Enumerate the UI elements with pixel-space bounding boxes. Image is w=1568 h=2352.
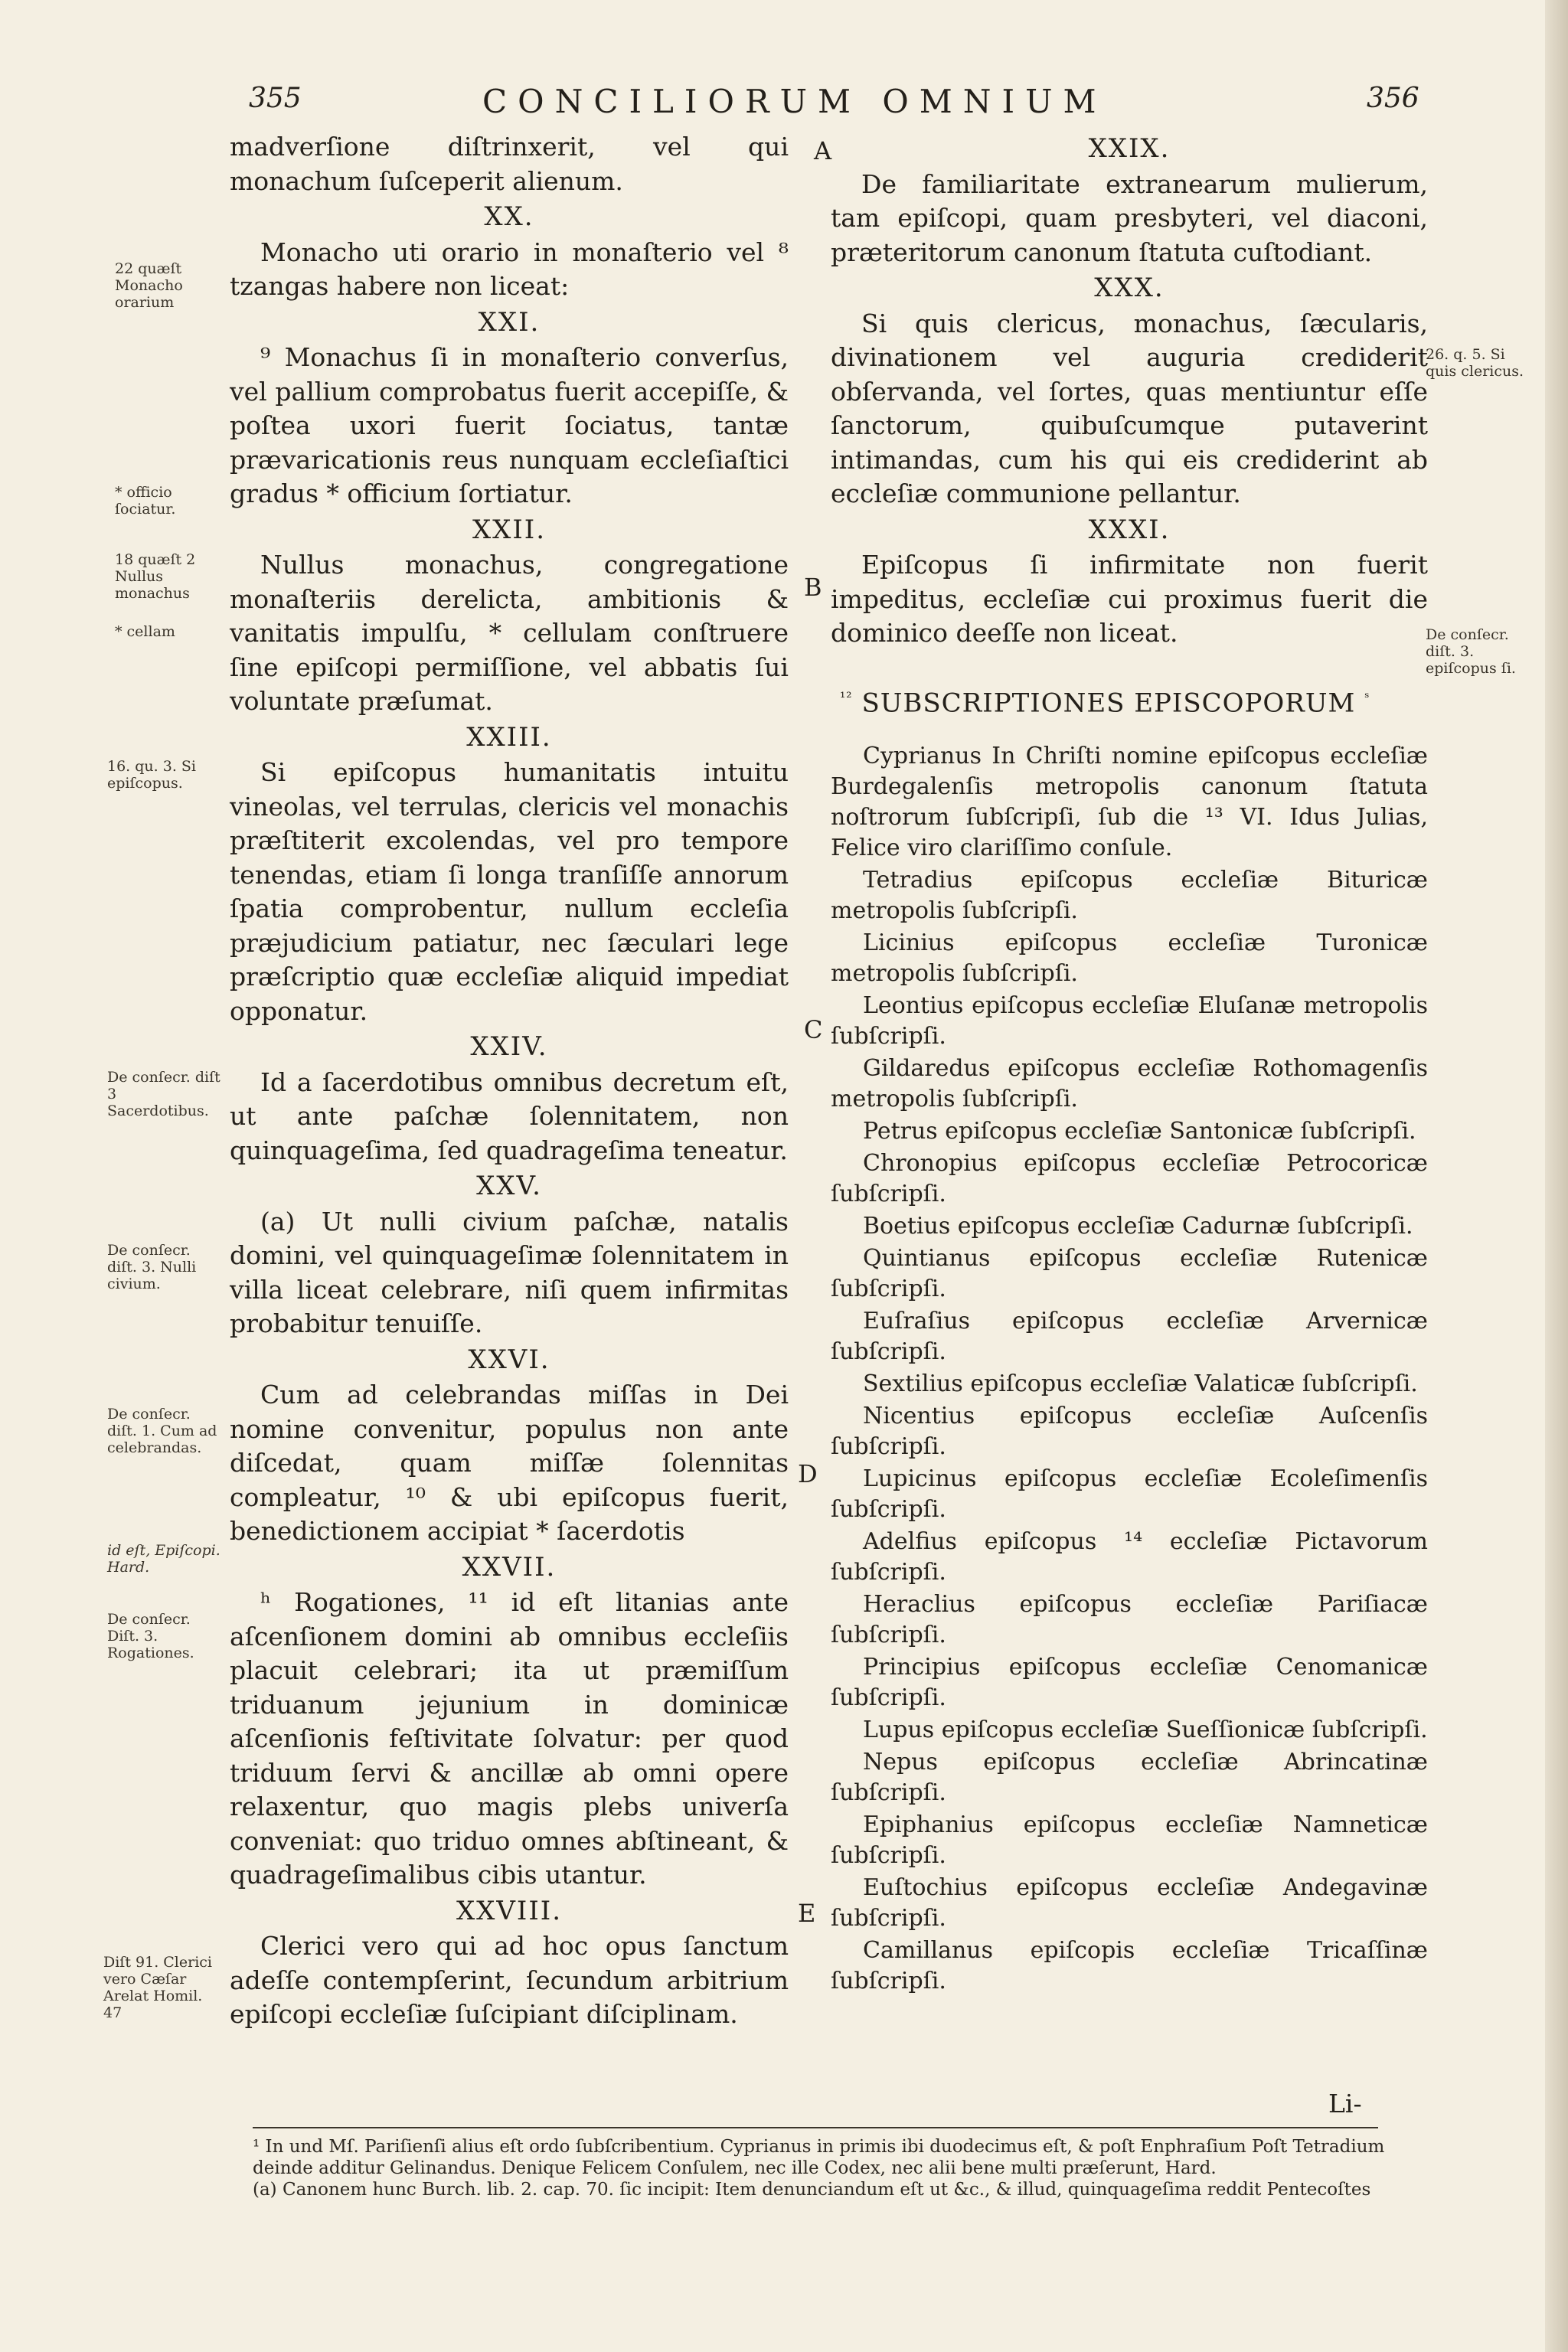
canon-heading-21: XXI.	[478, 306, 541, 338]
subscription-entry: Licinius epiſcopus eccleſiæ Turonicæ metropolis ſubſcripſi.	[831, 929, 1428, 988]
subscription-entry: Tetradius epiſcopus eccleſiæ Bituricæ metropolis ſubſcripſi.	[831, 867, 1428, 925]
page-number-right: 356	[1367, 83, 1419, 114]
canon-28-text: Clerici vero qui ad hoc opus ſanctum adeſſe contempſerint, ſecundum arbitrium epiſcopi eccleſiæ ſuſcipiant diſciplinam.	[230, 1931, 789, 2029]
margin-note: * officio ſociatur.	[115, 484, 176, 518]
canon-heading-27: XXVII.	[462, 1551, 557, 1583]
canon-20-text: Monacho uti orario in monaſterio vel ⁸ tzangas habere non liceat:	[230, 237, 789, 301]
subscription-entry: Cyprianus In Chriſti nomine epiſcopus eccleſiæ Burdegalenſis metropolis canonum ſtatuta noſtrorum ſubſcripſi, ſub die ¹³ VI. Idus Julias, Felice viro clariſſimo conſule.	[831, 743, 1428, 862]
section-letter-d: D	[798, 1459, 818, 1488]
subscriptions-heading	[831, 681, 1428, 720]
left-column	[230, 130, 789, 2032]
subscriptions-list	[831, 741, 1428, 1997]
canon-heading-30: XXX.	[1094, 273, 1165, 303]
running-header	[0, 83, 1568, 129]
subscription-entry: Boetius epiſcopus eccleſiæ Cadurnæ ſubſcripſi.	[863, 1213, 1413, 1240]
canon-26-text: Cum ad celebrandas miſſas in Dei nomine convenitur, populus non ante diſcedat, quam miſſæ ſolennitas compleatur, ¹⁰ & ubi epiſcopus fuerit, benedictionem accipiat * ſacerdotis	[230, 1380, 789, 1546]
margin-note: De conſecr. diſt. 3. Nulli civium.	[107, 1242, 197, 1292]
margin-note: De conſecr. diſt 3 Sacerdotibus.	[107, 1069, 220, 1119]
canon-heading-28: XXVIII.	[456, 1895, 563, 1926]
subscription-entry: Principius epiſcopus eccleſiæ Cenomanicæ ſubſcripſi.	[831, 1654, 1428, 1712]
canon-29-text: De familiaritate extranearum mulierum, tam epiſcopi, quam presbyteri, vel diaconi, præteritorum canonum ſtatuta cuſtodiant.	[831, 168, 1428, 267]
canon-heading-22: XXII.	[472, 514, 547, 545]
subscription-entry: Gildaredus epiſcopus eccleſiæ Rothomagenſis metropolis ſubſcripſi.	[831, 1055, 1428, 1113]
subscriptions-title: SUBSCRIPTIONES EPISCOPORUM	[861, 687, 1356, 718]
section-letter-a: A	[814, 136, 832, 165]
section-letter-e: E	[798, 1899, 816, 1928]
margin-note: * cellam	[115, 623, 175, 640]
margin-note: De conſecr. diſt. 3. epiſcopus ſi.	[1426, 626, 1516, 677]
right-column	[831, 130, 1428, 1998]
canon-heading-31: XXXI.	[1088, 514, 1171, 545]
subscriptions-note-mark-2: ˢ	[1364, 689, 1370, 706]
subscription-entry: Leontius epiſcopus eccleſiæ Eluſanæ metropolis ſubſcripſi.	[831, 992, 1428, 1050]
subscription-entry: Euſraſius epiſcopus eccleſiæ Arvernicæ ſubſcripſi.	[831, 1308, 1428, 1366]
canon-24-text: Id a ſacerdotibus omnibus decretum eſt, ut ante paſchæ ſolennitatem, non quinquageſima, ſed quadrageſima teneatur.	[230, 1067, 789, 1165]
canon-30-text: Si quis clericus, monachus, ſæcularis, divinationem vel auguria crediderit obſervanda, vel ſortes, quas mentiuntur eſſe ſanctorum, quibuſcumque putaverint intimandas, cum his qui eis crediderint ab eccleſiæ communione pellantur.	[831, 308, 1428, 508]
section-letter-b: B	[804, 573, 822, 602]
subscription-entry: Euſtochius epiſcopus eccleſiæ Andegavinæ ſubſcripſi.	[831, 1874, 1428, 1932]
margin-note: De conſecr. Diſt. 3. Rogationes.	[107, 1611, 194, 1661]
margin-note: 22 quæſt Monacho orarium	[115, 260, 183, 311]
canon-21-text: ⁹ Monachus ſi in monaſterio converſus, vel pallium comprobatus fuerit accepiſſe, & poſtea uxori fuerit ſociatus, tantæ prævaricationis reus nunquam eccleſiaſtici gradus * officium ſortiatur.	[230, 342, 789, 508]
canon-heading-26: XXVI.	[468, 1344, 550, 1375]
footnote: (a) Canonem hunc Burch. lib. 2. cap. 70. ſic incipit: Item denunciandum eſt ut &c., & illud, quinquageſima reddit Pentecoſtes	[253, 2180, 1371, 2200]
subscription-entry: Nicentius epiſcopus eccleſiæ Auſcenſis ſubſcripſi.	[831, 1403, 1428, 1461]
canon-19-end: madverſione diſtrinxerit, vel qui monachum ſuſceperit alienum.	[230, 132, 789, 196]
subscription-entry: Epiphanius epiſcopus eccleſiæ Namneticæ ſubſcripſi.	[831, 1811, 1428, 1870]
canon-heading-29: XXIX.	[1088, 133, 1171, 164]
subscription-entry: Petrus epiſcopus eccleſiæ Santonicæ ſubſcripſi.	[863, 1118, 1416, 1145]
footnotes	[253, 2136, 1409, 2200]
subscription-entry: Camillanus epiſcopis eccleſiæ Tricaſſinæ ſubſcripſi.	[831, 1937, 1428, 1995]
section-letter-c: C	[804, 1015, 823, 1044]
canon-25-text: (a) Ut nulli civium paſchæ, natalis domini, vel quinquageſimæ ſolennitatem in villa liceat celebrare, niſi quem infirmitas probabitur tenuiſſe.	[230, 1206, 789, 1338]
margin-note: 16. qu. 3. Si epiſcopus.	[107, 758, 196, 792]
margin-note: id eſt, Epiſcopi. Hard.	[107, 1542, 220, 1576]
subscription-entry: Nepus epiſcopus eccleſiæ Abrincatinæ ſubſcripſi.	[831, 1749, 1428, 1807]
page-edge	[1545, 0, 1568, 2352]
margin-note: De conſecr. diſt. 1. Cum ad celebrandas.	[107, 1406, 217, 1456]
subscription-entry: Chronopius epiſcopus eccleſiæ Petrocoricæ ſubſcripſi.	[831, 1150, 1428, 1208]
subscription-entry: Adelfius epiſcopus ¹⁴ eccleſiæ Pictavorum ſubſcripſi.	[831, 1528, 1428, 1586]
canon-31-text: Epiſcopus ſi infirmitate non fuerit impeditus, eccleſiæ cui proximus fuerit die dominico deeſſe non liceat.	[831, 550, 1428, 648]
canon-heading-24: XXIV.	[470, 1031, 548, 1062]
canon-27-text: ʰ Rogationes, ¹¹ id eſt litanias ante aſcenſionem domini ab omnibus eccleſiis placuit celebrari; ita ut præmiſſum triduanum jejunium in dominicæ aſcenſionis feſtivitate ſolvatur: per quod triduum ſervi & ancillæ ab omni opere relaxentur, quo magis plebs univerſa conveniat: quo triduo omnes abſtineant, & quadrageſimalibus cibis utantur.	[230, 1587, 789, 1890]
subscription-entry: Lupus epiſcopus eccleſiæ Sueſſionicæ ſubſcripſi.	[863, 1717, 1428, 1744]
catchword: Li-	[1328, 2089, 1362, 2118]
margin-note: 26. q. 5. Si quis clericus.	[1426, 346, 1524, 380]
canon-22-text: Nullus monachus, congregatione monaſteriis derelicta, ambitionis & vanitatis impulſu, * cellulam conſtruere ſine epiſcopi permiſſione, vel abbatis ſui voluntate præſumat.	[230, 550, 789, 716]
footnote: ¹ In und Mſ. Pariſienſi alius eſt ordo ſubſcribentium. Cyprianus in primis ibi duodecimus eſt, & poſt Enphraſium Poſt Tetradium deinde additur Gelinandus. Denique Felicem Conſulem, nec ille Codex, nec alii bene multi præſerunt, Hard.	[253, 2137, 1385, 2178]
page-number-left: 355	[249, 83, 302, 114]
canon-heading-25: XXV.	[476, 1171, 542, 1201]
running-title: CONCILIORUM OMNIUM	[482, 83, 1107, 120]
canon-heading-23: XXIII.	[466, 721, 552, 753]
subscription-entry: Heraclius epiſcopus eccleſiæ Pariſiacæ ſubſcripſi.	[831, 1591, 1428, 1649]
footnote-rule	[253, 2127, 1378, 2128]
subscription-entry: Lupicinus epiſcopus eccleſiæ Ecoleſimenſis ſubſcripſi.	[831, 1465, 1428, 1524]
margin-note: 18 quæſt 2 Nullus monachus	[115, 551, 196, 602]
margin-note: Diſt 91. Clerici vero Cæſar Arelat Homil. 47	[103, 1954, 213, 2021]
canon-heading-20: XX.	[484, 201, 534, 232]
subscription-entry: Sextilius epiſcopus eccleſiæ Valaticæ ſubſcripſi.	[863, 1370, 1418, 1398]
subscription-entry: Quintianus epiſcopus eccleſiæ Rutenicæ ſubſcripſi.	[831, 1245, 1428, 1303]
canon-23-text: Si epiſcopus humanitatis intuitu vineolas, vel terrulas, clericis vel monachis præſtiterit excolendas, vel pro tempore tenendas, etiam ſi longa tranſiſſe annorum ſpatia comprobentur, nullum eccleſia præjudicium patiatur, nec ſæculari lege præſcriptio quæ eccleſiæ aliquid impediat opponatur.	[230, 757, 789, 1026]
subscriptions-note-mark: ¹²	[840, 689, 853, 706]
